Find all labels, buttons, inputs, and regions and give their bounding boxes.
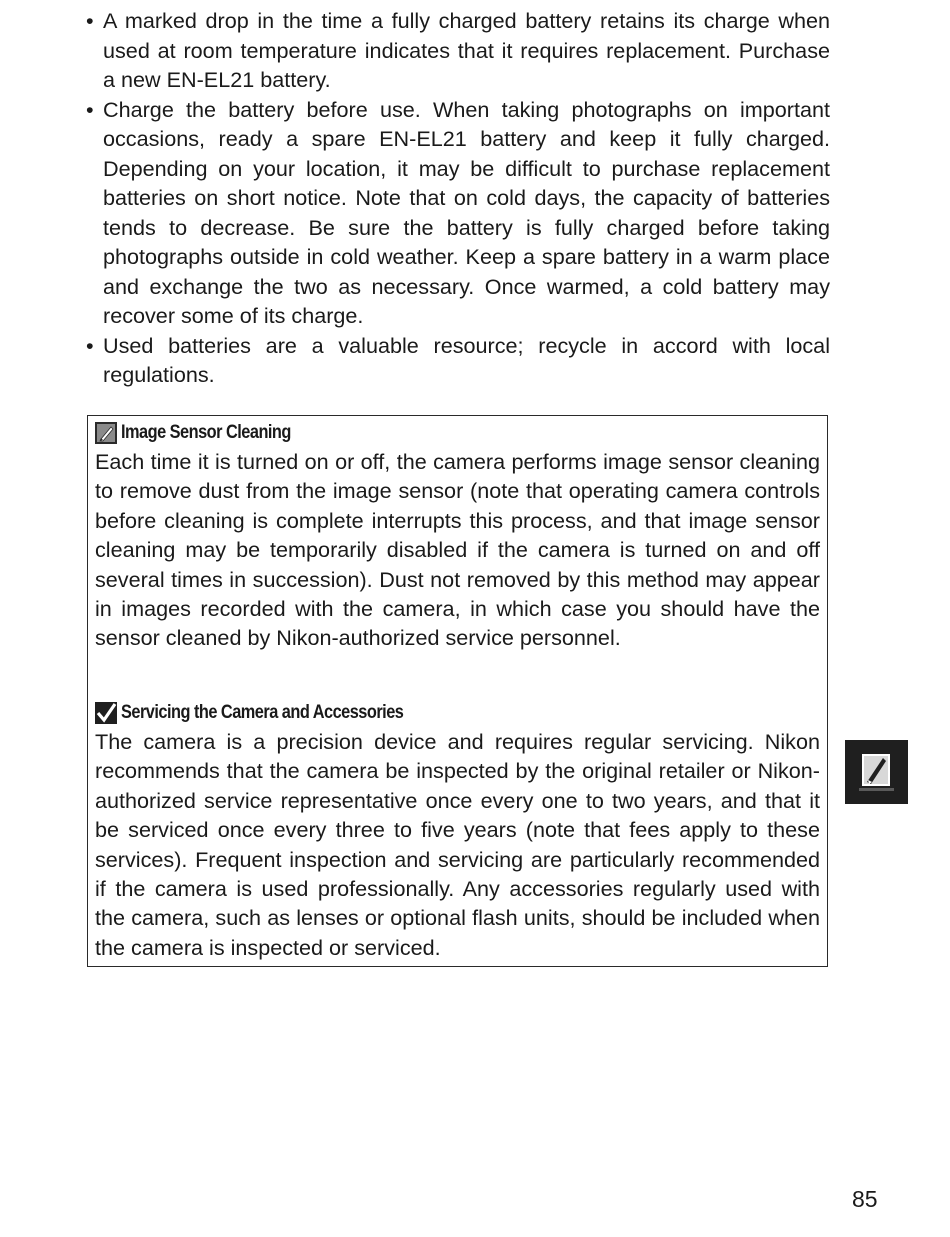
checkmark-caution-icon	[95, 702, 117, 724]
note-heading	[95, 419, 820, 447]
section-tab	[845, 740, 908, 804]
page-number: 85	[852, 1186, 878, 1212]
bullet-text: Used batteries are a valuable resource; recycle in accord with local regulations.	[103, 332, 830, 387]
note-image-sensor-cleaning	[95, 419, 820, 653]
note-body: The camera is a precision device and requires regular servicing. Nikon recommends that the camera be inspected by the original retailer or Nikon-authorized service representative once every one to two years, and that it be serviced once every three to five years (note that fees apply to these services). Frequent inspection and servicing are particularly recommended if the camera is used professionally. Any accessories regularly used with the camera, such as lenses or optional flash units, should be included when the camera is inspected or serviced.	[95, 729, 820, 960]
bullet-marker: •	[86, 332, 94, 358]
technical-notes-icon	[845, 740, 908, 804]
pencil-note-icon	[95, 422, 117, 444]
note-title: Servicing the Camera and Accessories	[121, 702, 404, 723]
bullet-item	[86, 95, 830, 331]
notes-box	[87, 415, 828, 967]
bullet-item	[86, 6, 830, 95]
bullet-marker: •	[86, 8, 94, 33]
bullet-item	[86, 331, 830, 390]
note-body: Each time it is turned on or off, the camera performs image sensor cleaning to remove dust from the image sensor (note that operating camera controls before cleaning is complete interrupts this process, and that image sensor cleaning may be temporarily disabled if the camera is turned on and off several times in succession). Dust not removed by this method may appear in images recorded with the camera, in which case you should have the sensor cleaned by Nikon-authorized service personnel.	[95, 449, 820, 651]
bullet-text: Charge the battery before use. When taking photographs on important occasions, ready a spare EN-EL21 battery and keep it fully charged. Depending on your location, it may be difficult to purchase replacement batteries on short notice. Note that on cold days, the capacity of batteries tends to decrease. Be sure the battery is fully charged before taking photographs outside in cold weather. Keep a spare battery in a warm place and exchange the two as necessary. Once warmed, a cold battery may recover some of its charge.	[103, 96, 830, 328]
note-title: Image Sensor Cleaning	[121, 422, 291, 443]
note-servicing	[95, 699, 820, 962]
battery-bullet-list	[86, 6, 830, 390]
bullet-marker: •	[86, 96, 94, 122]
bullet-text: A marked drop in the time a fully charged battery retains its charge when used at room temperature indicates that it requires replacement. Purchase a new EN-EL21 battery.	[103, 8, 830, 92]
note-heading	[95, 699, 820, 727]
